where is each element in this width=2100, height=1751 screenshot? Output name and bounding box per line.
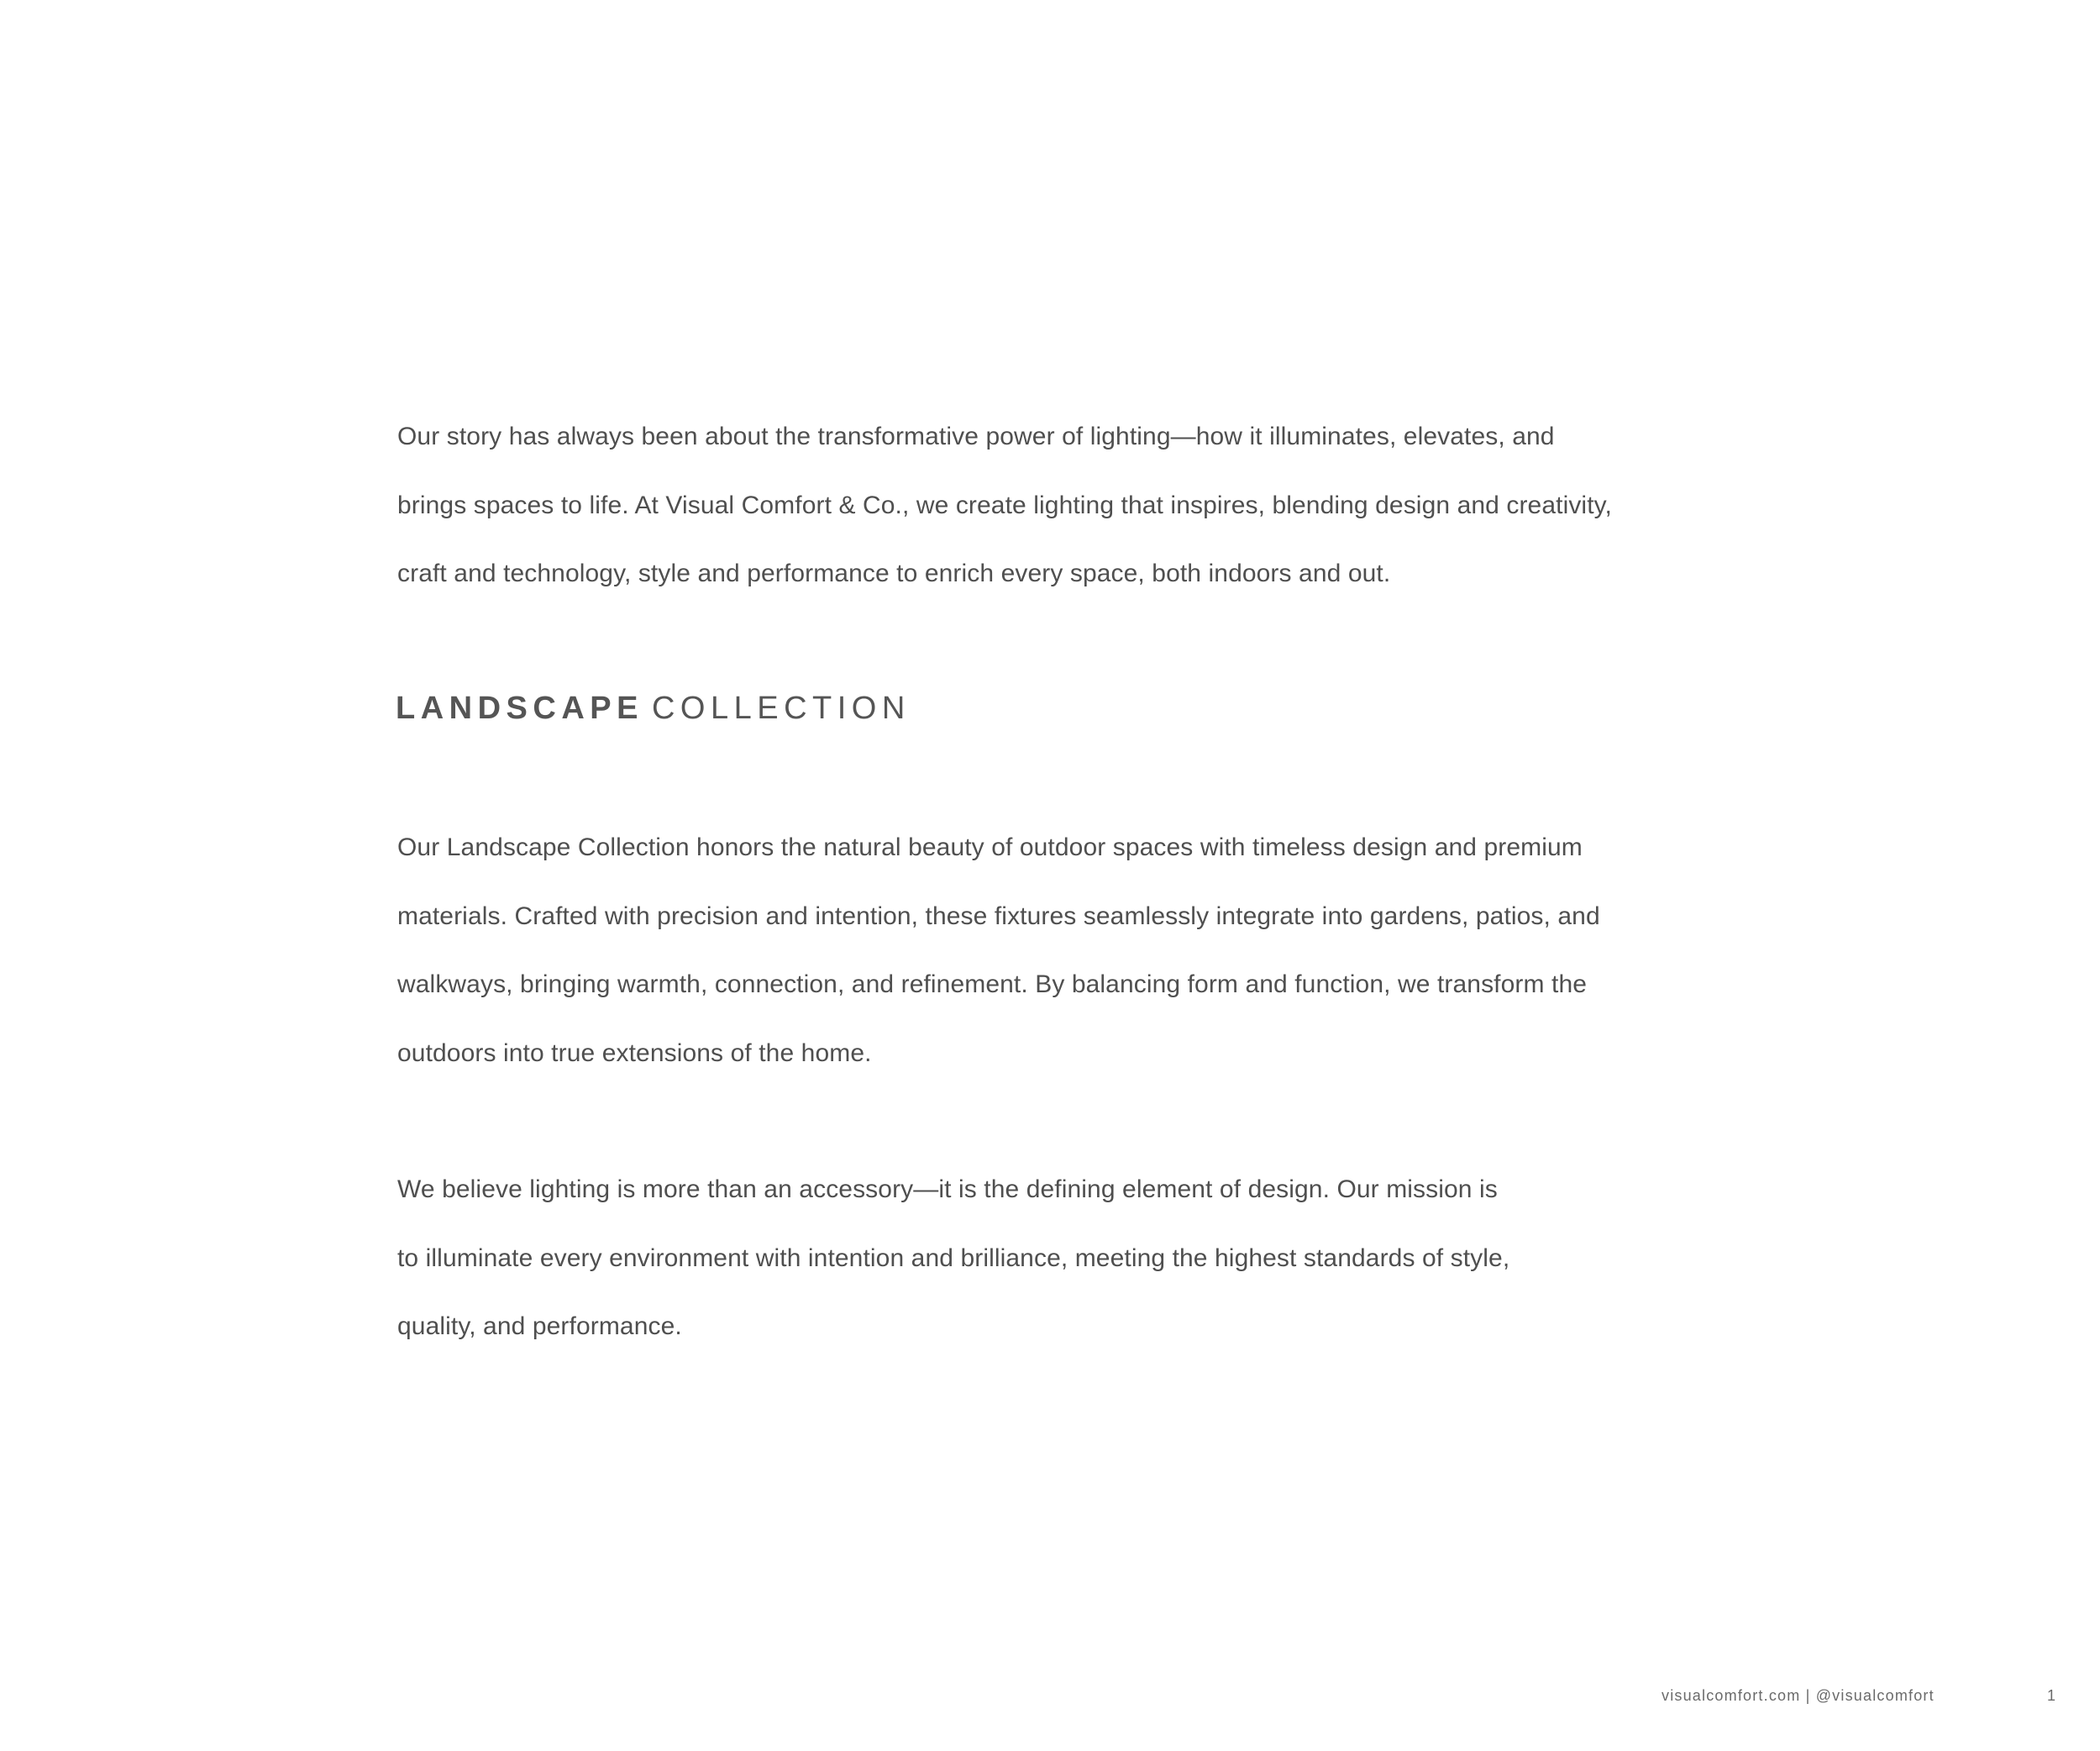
collection-line: Our Landscape Collection honors the natural beauty of outdoor spaces with timeless design and premium: [397, 833, 1583, 861]
intro-paragraph: [397, 402, 1741, 608]
page-number: 1: [2047, 1687, 2056, 1704]
collection-line: outdoors into true extensions of the home.: [397, 1039, 872, 1067]
heading-bold-word: LANDSCAPE: [396, 691, 643, 726]
collection-line: materials. Crafted with precision and intention, these fixtures seamlessly integrate into gardens, patios, and: [397, 902, 1600, 930]
mission-paragraph: [397, 1155, 1741, 1361]
mission-line: to illuminate every environment with intention and brilliance, meeting the highest standards of style,: [397, 1244, 1510, 1272]
heading-light-word: COLLECTION: [651, 691, 911, 726]
intro-line: Our story has always been about the transformative power of lighting—how it illuminates, elevates, and: [397, 423, 1555, 450]
intro-line: brings spaces to life. At Visual Comfort & Co., we create lighting that inspires, blending design and creativity,: [397, 491, 1612, 519]
mission-line: quality, and performance.: [397, 1312, 682, 1340]
mission-line: We believe lighting is more than an accessory—it is the defining element of design. Our mission is: [397, 1175, 1498, 1203]
section-heading: [396, 687, 911, 729]
intro-line: craft and technology, style and performance to enrich every space, both indoors and out.: [397, 560, 1391, 587]
footer-links[interactable]: visualcomfort.com | @visualcomfort: [1662, 1687, 1935, 1704]
collection-paragraph: [397, 813, 1741, 1087]
collection-line: walkways, bringing warmth, connection, and refinement. By balancing form and function, we transform the: [397, 970, 1588, 998]
